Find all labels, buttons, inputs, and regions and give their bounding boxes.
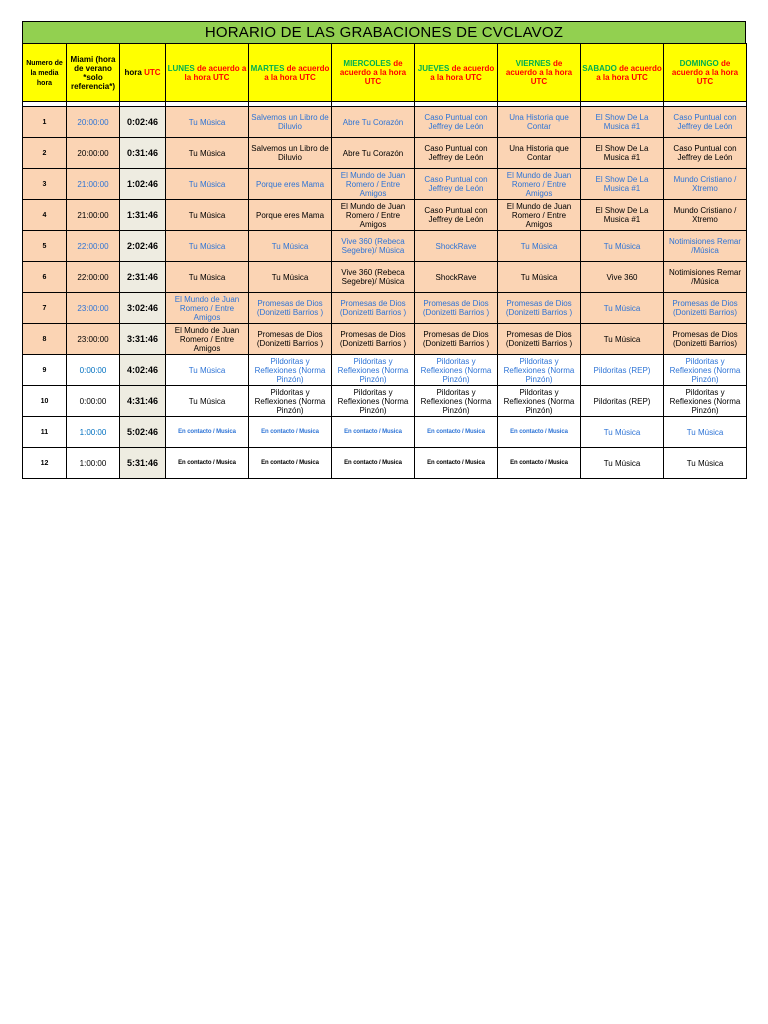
cell-lunes: El Mundo de Juan Romero / Entre Amigos <box>166 324 249 355</box>
cell-sabado: El Show De La Musica #1 <box>581 169 664 200</box>
table-row <box>23 448 747 479</box>
cell-jueves: Caso Puntual con Jeffrey de León <box>415 169 498 200</box>
cell-miami: 1:00:00 <box>67 448 120 479</box>
cell-miercoles: Vive 360 (Rebeca Segebre)/ Música <box>332 262 415 293</box>
header-miercoles: MIERCOLES de acuerdo a la hora UTC <box>332 44 415 102</box>
cell-viernes: Pildoritas y Reflexiones (Norma Pinzón) <box>498 355 581 386</box>
cell-jueves: ShockRave <box>415 262 498 293</box>
cell-lunes: Tu Música <box>166 200 249 231</box>
cell-viernes: Pildoritas y Reflexiones (Norma Pinzón) <box>498 386 581 417</box>
cell-domingo: Mundo Cristiano / Xtremo <box>664 200 747 231</box>
cell-domingo: Pildoritas y Reflexiones (Norma Pinzón) <box>664 386 747 417</box>
cell-domingo: Mundo Cristiano / Xtremo <box>664 169 747 200</box>
cell-jueves: Promesas de Dios (Donizetti Barrios ) <box>415 293 498 324</box>
cell-martes: Pildoritas y Reflexiones (Norma Pinzón) <box>249 355 332 386</box>
cell-lunes: Tu Música <box>166 262 249 293</box>
cell-sabado: El Show De La Musica #1 <box>581 138 664 169</box>
table-row <box>23 138 747 169</box>
cell-sabado: Vive 360 <box>581 262 664 293</box>
cell-miami: 20:00:00 <box>67 138 120 169</box>
cell-miercoles: Pildoritas y Reflexiones (Norma Pinzón) <box>332 386 415 417</box>
cell-viernes: En contacto / Musica <box>498 417 581 448</box>
cell-jueves: Caso Puntual con Jeffrey de León <box>415 107 498 138</box>
cell-utc: 4:31:46 <box>120 386 166 417</box>
cell-miami: 21:00:00 <box>67 200 120 231</box>
cell-miami: 22:00:00 <box>67 262 120 293</box>
header-martes: MARTES de acuerdo a la hora UTC <box>249 44 332 102</box>
cell-jueves: Promesas de Dios (Donizetti Barrios ) <box>415 324 498 355</box>
cell-miercoles: En contacto / Musica <box>332 417 415 448</box>
cell-num: 7 <box>23 293 67 324</box>
cell-viernes: Tu Música <box>498 262 581 293</box>
cell-domingo: Pildoritas y Reflexiones (Norma Pinzón) <box>664 355 747 386</box>
cell-utc: 2:31:46 <box>120 262 166 293</box>
cell-miami: 1:00:00 <box>67 417 120 448</box>
cell-utc: 3:02:46 <box>120 293 166 324</box>
cell-lunes: Tu Música <box>166 169 249 200</box>
header-viernes: VIERNES de acuerdo a la hora UTC <box>498 44 581 102</box>
cell-miami: 0:00:00 <box>67 386 120 417</box>
table-row <box>23 293 747 324</box>
cell-miami: 23:00:00 <box>67 293 120 324</box>
table-row <box>23 169 747 200</box>
cell-lunes: Tu Música <box>166 138 249 169</box>
cell-viernes: Promesas de Dios (Donizetti Barrios ) <box>498 324 581 355</box>
cell-num: 9 <box>23 355 67 386</box>
cell-miami: 23:00:00 <box>67 324 120 355</box>
cell-miercoles: Pildoritas y Reflexiones (Norma Pinzón) <box>332 355 415 386</box>
cell-miami: 20:00:00 <box>67 107 120 138</box>
cell-miercoles: Promesas de Dios (Donizetti Barrios ) <box>332 324 415 355</box>
cell-sabado: Tu Música <box>581 417 664 448</box>
cell-martes: Promesas de Dios (Donizetti Barrios ) <box>249 324 332 355</box>
cell-num: 4 <box>23 200 67 231</box>
cell-martes: Promesas de Dios (Donizetti Barrios ) <box>249 293 332 324</box>
cell-miercoles: Promesas de Dios (Donizetti Barrios ) <box>332 293 415 324</box>
cell-lunes: En contacto / Musica <box>166 417 249 448</box>
cell-domingo: Caso Puntual con Jeffrey de León <box>664 138 747 169</box>
cell-jueves: Caso Puntual con Jeffrey de León <box>415 138 498 169</box>
cell-sabado: Tu Música <box>581 231 664 262</box>
cell-martes: En contacto / Musica <box>249 448 332 479</box>
table-row <box>23 386 747 417</box>
cell-sabado: Pildoritas (REP) <box>581 386 664 417</box>
cell-jueves: En contacto / Musica <box>415 417 498 448</box>
cell-domingo: Promesas de Dios (Donizetti Barrios) <box>664 293 747 324</box>
cell-utc: 0:02:46 <box>120 107 166 138</box>
header-num: Numero de la media hora <box>23 44 67 102</box>
header-row <box>23 44 747 102</box>
header-lunes: LUNES de acuerdo a la hora UTC <box>166 44 249 102</box>
cell-lunes: El Mundo de Juan Romero / Entre Amigos <box>166 293 249 324</box>
cell-martes: Porque eres Mama <box>249 200 332 231</box>
cell-martes: Tu Música <box>249 231 332 262</box>
cell-lunes: Tu Música <box>166 355 249 386</box>
cell-lunes: Tu Música <box>166 386 249 417</box>
cell-miami: 22:00:00 <box>67 231 120 262</box>
cell-num: 5 <box>23 231 67 262</box>
cell-miercoles: Vive 360 (Rebeca Segebre)/ Música <box>332 231 415 262</box>
header-miami: Miami (hora de verano *solo referencia*) <box>67 44 120 102</box>
cell-domingo: Notimisiones Remar /Música <box>664 262 747 293</box>
table-row <box>23 417 747 448</box>
cell-lunes: En contacto / Musica <box>166 448 249 479</box>
table-row <box>23 324 747 355</box>
cell-viernes: Una Historia que Contar <box>498 138 581 169</box>
cell-utc: 2:02:46 <box>120 231 166 262</box>
cell-utc: 4:02:46 <box>120 355 166 386</box>
cell-domingo: Tu Música <box>664 417 747 448</box>
cell-domingo: Promesas de Dios (Donizetti Barrios) <box>664 324 747 355</box>
schedule-title: HORARIO DE LAS GRABACIONES DE CVCLAVOZ <box>22 21 746 44</box>
cell-miami: 0:00:00 <box>67 355 120 386</box>
header-jueves: JUEVES de acuerdo a la hora UTC <box>415 44 498 102</box>
cell-jueves: Caso Puntual con Jeffrey de León <box>415 200 498 231</box>
cell-domingo: Tu Música <box>664 448 747 479</box>
cell-martes: Salvemos un Libro de Diluvio <box>249 107 332 138</box>
cell-jueves: ShockRave <box>415 231 498 262</box>
cell-jueves: Pildoritas y Reflexiones (Norma Pinzón) <box>415 355 498 386</box>
cell-domingo: Notimisiones Remar /Música <box>664 231 747 262</box>
cell-num: 3 <box>23 169 67 200</box>
table-row <box>23 355 747 386</box>
schedule-sheet <box>22 21 746 479</box>
header-utc: hora UTC <box>120 44 166 102</box>
cell-utc: 5:31:46 <box>120 448 166 479</box>
table-row <box>23 231 747 262</box>
cell-martes: Salvemos un Libro de Diluvio <box>249 138 332 169</box>
cell-miami: 21:00:00 <box>67 169 120 200</box>
cell-lunes: Tu Música <box>166 231 249 262</box>
cell-viernes: Una Historia que Contar <box>498 107 581 138</box>
cell-num: 1 <box>23 107 67 138</box>
header-sabado: SABADO de acuerdo a la hora UTC <box>581 44 664 102</box>
cell-sabado: Pildoritas (REP) <box>581 355 664 386</box>
cell-miercoles: En contacto / Musica <box>332 448 415 479</box>
cell-utc: 5:02:46 <box>120 417 166 448</box>
cell-utc: 3:31:46 <box>120 324 166 355</box>
table-row <box>23 200 747 231</box>
cell-utc: 1:02:46 <box>120 169 166 200</box>
cell-martes: Tu Música <box>249 262 332 293</box>
cell-utc: 0:31:46 <box>120 138 166 169</box>
cell-utc: 1:31:46 <box>120 200 166 231</box>
cell-viernes: El Mundo de Juan Romero / Entre Amigos <box>498 169 581 200</box>
cell-sabado: Tu Música <box>581 293 664 324</box>
cell-jueves: En contacto / Musica <box>415 448 498 479</box>
cell-miercoles: Abre Tu Corazón <box>332 138 415 169</box>
cell-num: 6 <box>23 262 67 293</box>
cell-viernes: Tu Música <box>498 231 581 262</box>
cell-num: 2 <box>23 138 67 169</box>
cell-martes: Porque eres Mama <box>249 169 332 200</box>
header-domingo: DOMINGO de acuerdo a la hora UTC <box>664 44 747 102</box>
cell-sabado: Tu Música <box>581 448 664 479</box>
cell-martes: En contacto / Musica <box>249 417 332 448</box>
cell-miercoles: Abre Tu Corazón <box>332 107 415 138</box>
cell-viernes: El Mundo de Juan Romero / Entre Amigos <box>498 200 581 231</box>
cell-num: 12 <box>23 448 67 479</box>
cell-num: 10 <box>23 386 67 417</box>
cell-martes: Pildoritas y Reflexiones (Norma Pinzón) <box>249 386 332 417</box>
cell-sabado: Tu Música <box>581 324 664 355</box>
cell-lunes: Tu Música <box>166 107 249 138</box>
table-row <box>23 107 747 138</box>
cell-num: 8 <box>23 324 67 355</box>
schedule-table <box>22 43 747 479</box>
cell-sabado: El Show De La Musica #1 <box>581 200 664 231</box>
cell-sabado: El Show De La Musica #1 <box>581 107 664 138</box>
cell-viernes: En contacto / Musica <box>498 448 581 479</box>
cell-miercoles: El Mundo de Juan Romero / Entre Amigos <box>332 200 415 231</box>
cell-jueves: Pildoritas y Reflexiones (Norma Pinzón) <box>415 386 498 417</box>
cell-miercoles: El Mundo de Juan Romero / Entre Amigos <box>332 169 415 200</box>
cell-domingo: Caso Puntual con Jeffrey de León <box>664 107 747 138</box>
cell-num: 11 <box>23 417 67 448</box>
table-row <box>23 262 747 293</box>
cell-viernes: Promesas de Dios (Donizetti Barrios ) <box>498 293 581 324</box>
